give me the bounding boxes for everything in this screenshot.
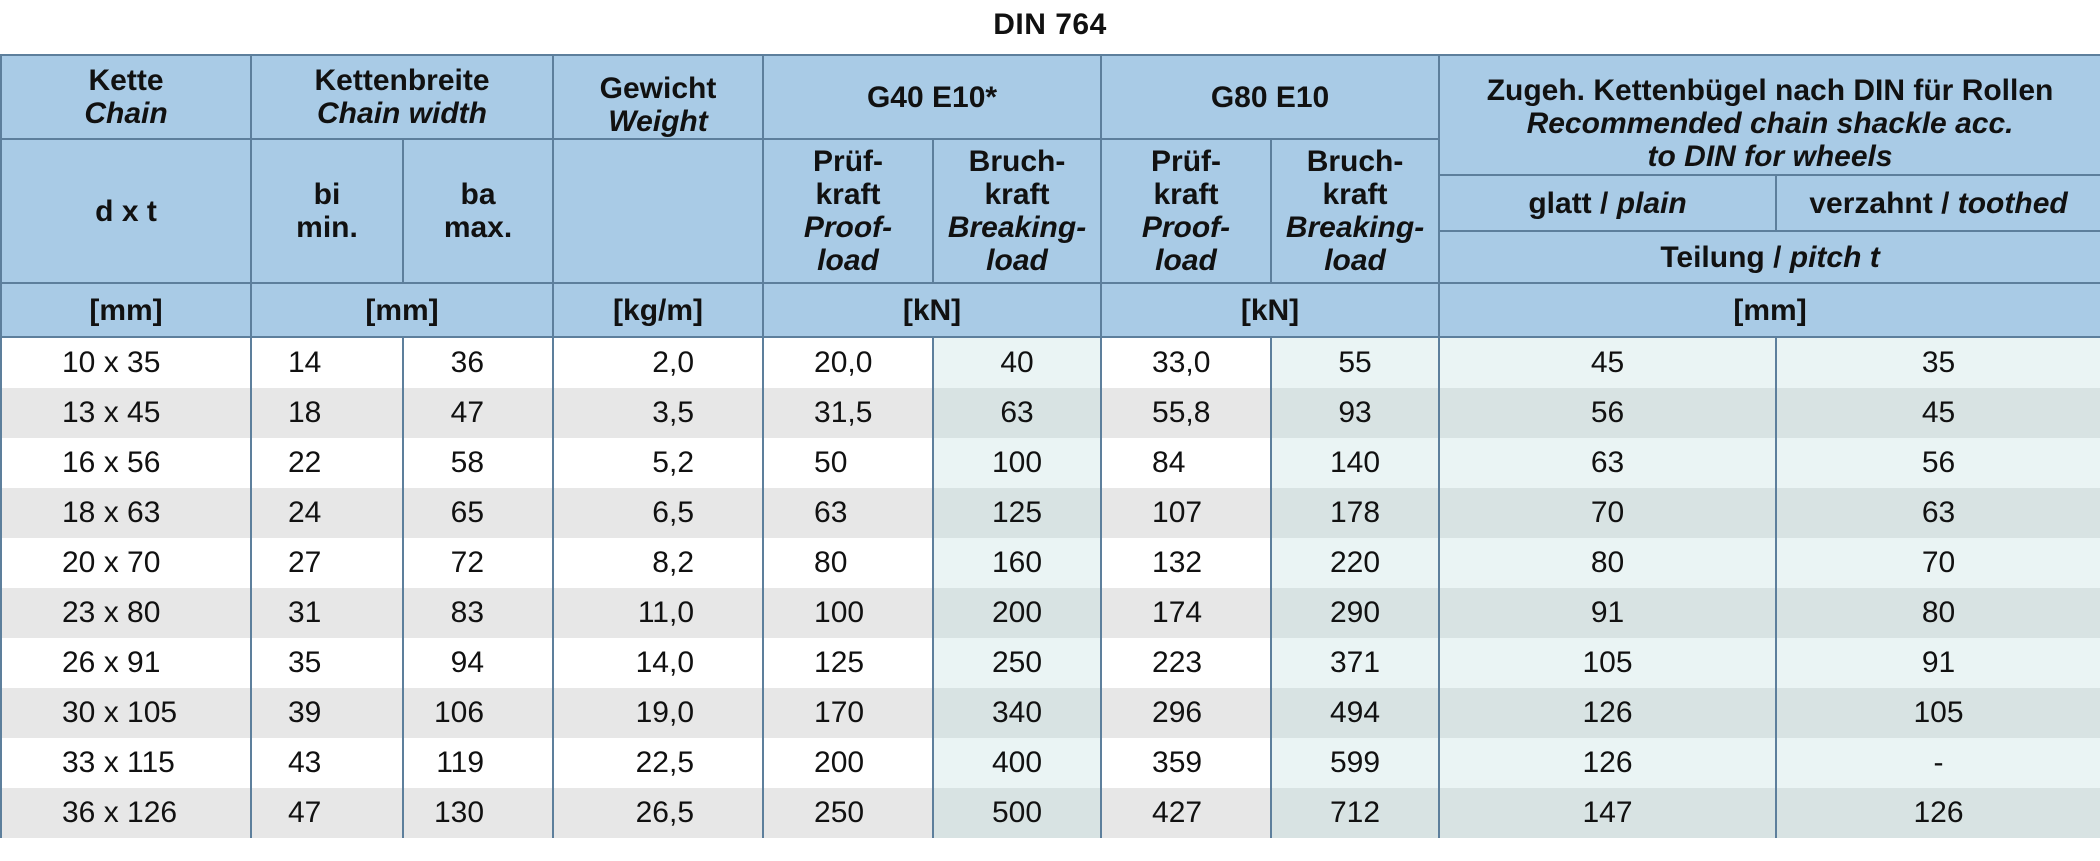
cell-g40-proof: 100 [763, 588, 933, 638]
unit-shackle: [mm] [1439, 283, 2100, 337]
cell-ba: 130 [403, 788, 553, 838]
cell-dxt: 36 x 126 [1, 788, 251, 838]
cell-dxt: 18 x 63 [1, 488, 251, 538]
table-body [1, 337, 2100, 838]
cell-g80-proof: 174 [1101, 588, 1271, 638]
table-title: DIN 764 [993, 8, 1107, 41]
header-weight-de: Gewicht [599, 72, 717, 105]
cell-weight: 3,5 [553, 388, 763, 438]
header-g40-proof [763, 139, 933, 283]
cell-plain: 80 [1439, 538, 1776, 588]
cell-bi: 22 [251, 438, 403, 488]
cell-bi: 47 [251, 788, 403, 838]
cell-bi: 24 [251, 488, 403, 538]
header-shackle-en-1: Recommended chain shackle acc. [1526, 107, 2014, 140]
cell-g80-break: 290 [1271, 588, 1439, 638]
unit-width: [mm] [251, 283, 553, 337]
header-ba [403, 139, 553, 283]
header-g80: G80 E10 [1101, 55, 1439, 139]
cell-weight: 11,0 [553, 588, 763, 638]
cell-g40-break: 200 [933, 588, 1101, 638]
header-toothed-en: toothed [1957, 186, 2068, 220]
cell-plain: 147 [1439, 788, 1776, 838]
cell-dxt: 10 x 35 [1, 337, 251, 388]
header-bi [251, 139, 403, 283]
g80-proof-2: kraft [1153, 178, 1219, 211]
g80-break-en-2: load [1324, 244, 1386, 277]
cell-bi: 35 [251, 638, 403, 688]
cell-g80-proof: 107 [1101, 488, 1271, 538]
cell-plain: 45 [1439, 337, 1776, 388]
cell-g80-break: 140 [1271, 438, 1439, 488]
g40-proof-1: Prüf- [813, 145, 884, 178]
header-g80-proof [1101, 139, 1271, 283]
header-chain-width [251, 55, 553, 139]
cell-dxt: 13 x 45 [1, 388, 251, 438]
cell-toothed: 91 [1776, 638, 2100, 688]
cell-toothed: 105 [1776, 688, 2100, 738]
cell-bi: 27 [251, 538, 403, 588]
cell-g80-break: 494 [1271, 688, 1439, 738]
g80-proof-en-1: Proof- [1141, 211, 1231, 244]
header-plain-de: glatt / [1528, 186, 1617, 220]
cell-ba: 36 [403, 337, 553, 388]
unit-g80: [kN] [1101, 283, 1439, 337]
header-ba-1: ba [460, 178, 496, 211]
cell-g40-break: 500 [933, 788, 1101, 838]
cell-toothed: - [1776, 738, 2100, 788]
cell-g80-break: 93 [1271, 388, 1439, 438]
cell-g40-break: 100 [933, 438, 1101, 488]
cell-toothed: 80 [1776, 588, 2100, 638]
unit-g40: [kN] [763, 283, 1101, 337]
cell-weight: 2,0 [553, 337, 763, 388]
header-chain-de: Kette [88, 64, 164, 97]
cell-bi: 43 [251, 738, 403, 788]
header-bi-1: bi [313, 178, 341, 211]
cell-g40-proof: 125 [763, 638, 933, 688]
cell-weight: 26,5 [553, 788, 763, 838]
header-g40: G40 E10* [763, 55, 1101, 139]
cell-dxt: 20 x 70 [1, 538, 251, 588]
cell-dxt: 30 x 105 [1, 688, 251, 738]
cell-toothed: 63 [1776, 488, 2100, 538]
table-row [1, 438, 2100, 488]
cell-plain: 91 [1439, 588, 1776, 638]
table-row [1, 588, 2100, 638]
cell-ba: 47 [403, 388, 553, 438]
cell-ba: 94 [403, 638, 553, 688]
header-weight-empty [553, 139, 763, 283]
g80-proof-en-2: load [1155, 244, 1217, 277]
cell-g40-proof: 63 [763, 488, 933, 538]
cell-plain: 70 [1439, 488, 1776, 538]
cell-toothed: 70 [1776, 538, 2100, 588]
cell-g80-break: 55 [1271, 337, 1439, 388]
header-chain-width-en: Chain width [317, 97, 487, 130]
table-row [1, 337, 2100, 388]
cell-plain: 126 [1439, 738, 1776, 788]
header-pitch [1439, 231, 2100, 283]
cell-g80-break: 371 [1271, 638, 1439, 688]
header-toothed-de: verzahnt / [1809, 186, 1958, 220]
header-bi-2: min. [296, 211, 358, 244]
g40-proof-en-1: Proof- [803, 211, 893, 244]
header-dxt: d x t [1, 139, 251, 283]
cell-dxt: 26 x 91 [1, 638, 251, 688]
cell-dxt: 33 x 115 [1, 738, 251, 788]
cell-plain: 63 [1439, 438, 1776, 488]
g40-break-en-2: load [986, 244, 1048, 277]
header-shackle [1439, 55, 2100, 175]
cell-g80-proof: 427 [1101, 788, 1271, 838]
table-row [1, 638, 2100, 688]
cell-toothed: 35 [1776, 337, 2100, 388]
g80-break-en-1: Breaking- [1285, 211, 1425, 244]
cell-g80-proof: 359 [1101, 738, 1271, 788]
header-shackle-en-2: to DIN for wheels [1647, 140, 1893, 173]
cell-g80-break: 178 [1271, 488, 1439, 538]
cell-g80-break: 220 [1271, 538, 1439, 588]
header-g40-break [933, 139, 1101, 283]
cell-plain: 56 [1439, 388, 1776, 438]
cell-weight: 6,5 [553, 488, 763, 538]
cell-weight: 14,0 [553, 638, 763, 688]
header-chain-en: Chain [84, 97, 168, 130]
header-pitch-en: pitch t [1789, 240, 1880, 274]
cell-g40-break: 160 [933, 538, 1101, 588]
cell-g40-break: 400 [933, 738, 1101, 788]
table-row [1, 738, 2100, 788]
cell-g80-proof: 55,8 [1101, 388, 1271, 438]
g40-proof-2: kraft [815, 178, 881, 211]
cell-g80-proof: 33,0 [1101, 337, 1271, 388]
cell-ba: 106 [403, 688, 553, 738]
table-row [1, 488, 2100, 538]
table-row [1, 538, 2100, 588]
header-weight [553, 55, 763, 139]
cell-weight: 19,0 [553, 688, 763, 738]
cell-g40-proof: 170 [763, 688, 933, 738]
header-plain [1439, 175, 1776, 231]
cell-g80-proof: 132 [1101, 538, 1271, 588]
cell-bi: 18 [251, 388, 403, 438]
cell-ba: 58 [403, 438, 553, 488]
cell-plain: 126 [1439, 688, 1776, 738]
cell-g40-break: 125 [933, 488, 1101, 538]
cell-g40-break: 250 [933, 638, 1101, 688]
table-header [1, 55, 2100, 337]
header-chain [1, 55, 251, 139]
chain-spec-table [0, 54, 2100, 838]
header-ba-2: max. [443, 211, 513, 244]
header-shackle-de: Zugeh. Kettenbügel nach DIN für Rollen [1486, 74, 2054, 107]
cell-ba: 83 [403, 588, 553, 638]
header-plain-en: plain [1616, 186, 1687, 220]
cell-bi: 39 [251, 688, 403, 738]
header-toothed [1776, 175, 2100, 231]
cell-bi: 31 [251, 588, 403, 638]
g40-break-en-1: Breaking- [947, 211, 1087, 244]
cell-g40-proof: 31,5 [763, 388, 933, 438]
cell-weight: 5,2 [553, 438, 763, 488]
cell-g80-break: 599 [1271, 738, 1439, 788]
cell-dxt: 23 x 80 [1, 588, 251, 638]
cell-ba: 119 [403, 738, 553, 788]
cell-ba: 72 [403, 538, 553, 588]
cell-weight: 22,5 [553, 738, 763, 788]
header-pitch-de: Teilung / [1660, 240, 1790, 274]
cell-toothed: 126 [1776, 788, 2100, 838]
unit-dxt: [mm] [1, 283, 251, 337]
cell-g40-proof: 80 [763, 538, 933, 588]
cell-g40-proof: 250 [763, 788, 933, 838]
cell-g40-proof: 50 [763, 438, 933, 488]
cell-toothed: 45 [1776, 388, 2100, 438]
g40-break-1: Bruch- [968, 145, 1066, 178]
cell-bi: 14 [251, 337, 403, 388]
cell-dxt: 16 x 56 [1, 438, 251, 488]
cell-g40-break: 40 [933, 337, 1101, 388]
cell-g80-break: 712 [1271, 788, 1439, 838]
header-weight-en: Weight [608, 105, 708, 138]
g40-proof-en-2: load [817, 244, 879, 277]
g80-break-1: Bruch- [1306, 145, 1404, 178]
cell-ba: 65 [403, 488, 553, 538]
header-g80-break [1271, 139, 1439, 283]
header-chain-width-de: Kettenbreite [314, 64, 490, 97]
unit-weight: [kg/m] [553, 283, 763, 337]
cell-g80-proof: 84 [1101, 438, 1271, 488]
g80-proof-1: Prüf- [1151, 145, 1222, 178]
table-row [1, 788, 2100, 838]
cell-weight: 8,2 [553, 538, 763, 588]
g40-break-2: kraft [984, 178, 1050, 211]
table-row [1, 688, 2100, 738]
table-row [1, 388, 2100, 438]
cell-toothed: 56 [1776, 438, 2100, 488]
cell-g40-proof: 20,0 [763, 337, 933, 388]
g80-break-2: kraft [1322, 178, 1388, 211]
cell-g40-break: 63 [933, 388, 1101, 438]
cell-plain: 105 [1439, 638, 1776, 688]
cell-g40-proof: 200 [763, 738, 933, 788]
cell-g80-proof: 296 [1101, 688, 1271, 738]
cell-g40-break: 340 [933, 688, 1101, 738]
cell-g80-proof: 223 [1101, 638, 1271, 688]
